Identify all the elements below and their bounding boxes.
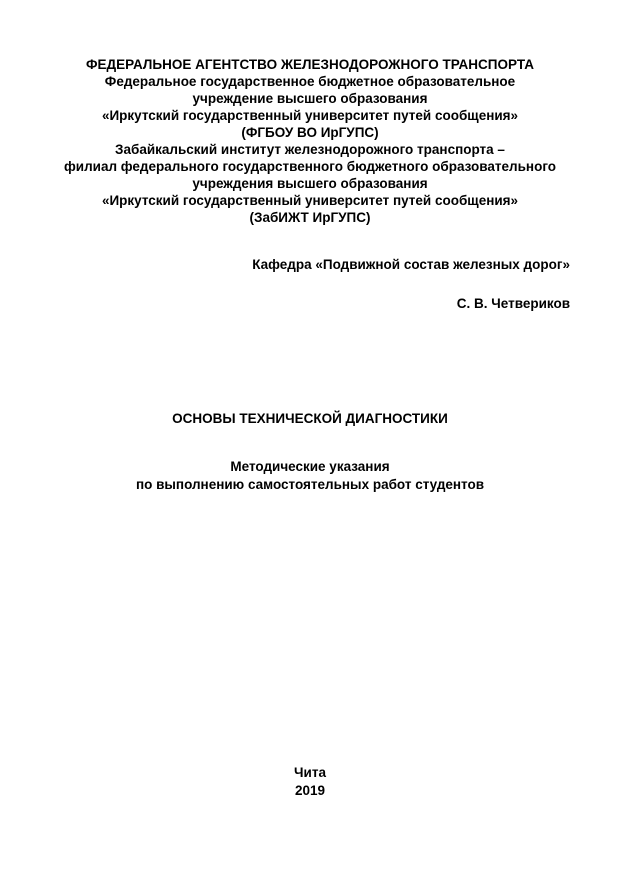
institution-header-line: учреждение высшего образования [192,91,428,106]
imprint-year: 2019 [294,783,326,798]
subtitle-line-2: по выполнению самостоятельных работ студентов [135,477,485,492]
document-subtitle [0,458,620,494]
institution-header-line: «Иркутский государственный университет путей сообщения» [101,193,519,208]
subtitle-line-1: Методические указания [230,459,390,474]
institution-header-line: филиал федерального государственного бюджетного образовательного [63,159,557,174]
document-title: ОСНОВЫ ТЕХНИЧЕСКОЙ ДИАГНОСТИКИ [172,411,448,426]
imprint [0,764,620,800]
institution-header-line: (ФГБОУ ВО ИрГУПС) [241,125,379,140]
institution-header-line: (ЗабИЖТ ИрГУПС) [249,210,371,225]
institution-header-line: учреждения высшего образования [192,176,428,191]
institution-header-line: Федеральное государственное бюджетное образовательное [104,74,516,89]
institution-header-line: Забайкальский институт железнодорожного транспорта – [115,142,505,157]
institution-header-line: «Иркутский государственный университет путей сообщения» [101,108,519,123]
imprint-city: Чита [294,765,326,780]
department-line: Кафедра «Подвижной состав железных дорог» [252,257,570,272]
institution-header-line: ФЕДЕРАЛЬНОЕ АГЕНТСТВО ЖЕЛЕЗНОДОРОЖНОГО ТРАНСПОРТА [86,57,534,72]
author-name: С. В. Четвериков [456,296,570,311]
institution-header [0,56,620,226]
